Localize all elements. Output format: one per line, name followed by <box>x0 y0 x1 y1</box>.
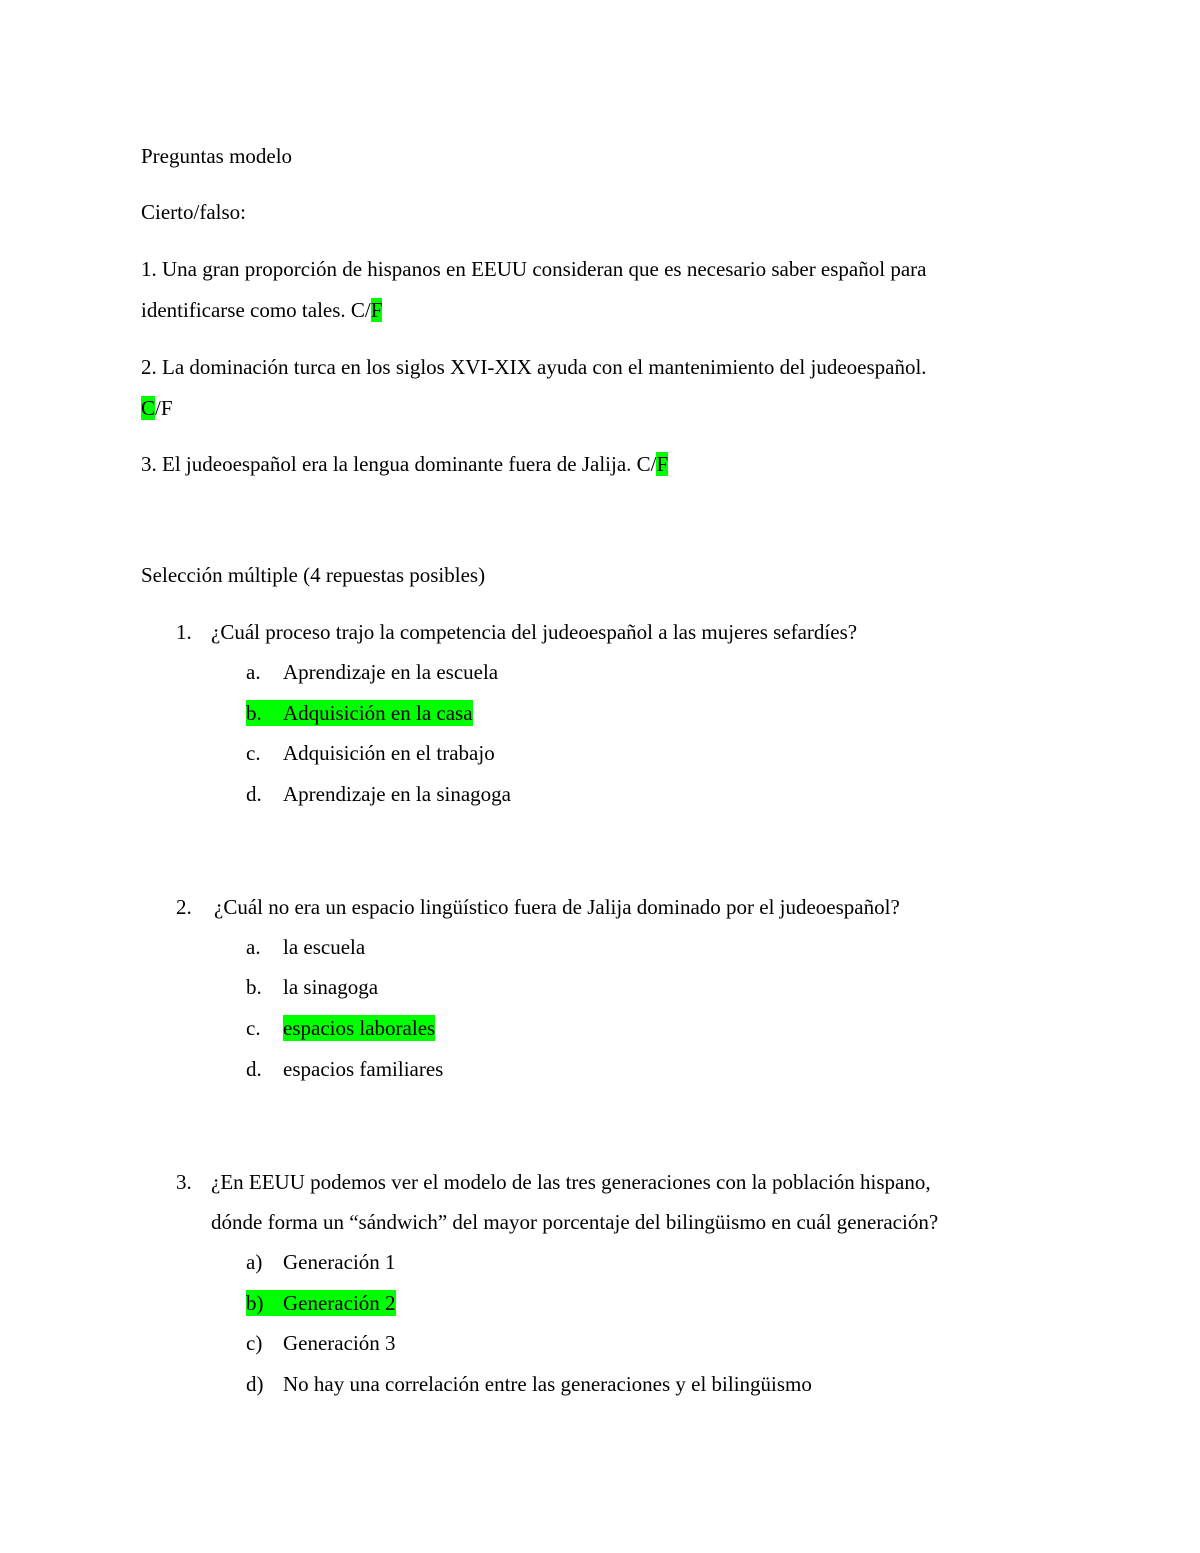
tf-question-3-line1 <box>141 451 668 477</box>
mc-heading: Selección múltiple (4 repuestas posibles) <box>141 563 486 587</box>
option-text: espacios familiares <box>283 1057 444 1081</box>
option-text: la sinagoga <box>283 975 379 999</box>
tf-heading: Cierto/falso: <box>141 200 246 224</box>
tf-answer-3-mark: F <box>656 452 669 476</box>
option-letter: d. <box>246 1057 262 1081</box>
mc-question-3-line1: ¿En EEUU podemos ver el modelo de las tres generaciones con la población hispano, <box>211 1170 931 1194</box>
tf-question-1-line1: 1. Una gran proporción de hispanos en EEUU consideran que es necesario saber español para <box>141 257 927 281</box>
mc-question-3-number: 3. <box>176 1170 192 1194</box>
mc-question-2-text: ¿Cuál no era un espacio lingüístico fuera de Jalija dominado por el judeoespañol? <box>214 895 900 919</box>
mc-question-2-number: 2. <box>176 895 192 919</box>
option-letter: c. <box>246 741 261 765</box>
tf-question-1-line2 <box>141 297 382 323</box>
mc-question-1-text: ¿Cuál proceso trajo la competencia del judeoespañol a las mujeres sefardíes? <box>211 620 858 644</box>
option-text: Generación 3 <box>283 1331 396 1355</box>
option-text: Generación 1 <box>283 1250 396 1274</box>
tf-question-2-line2 <box>141 395 173 421</box>
tf-answer-1-mark: F <box>370 298 383 322</box>
page-title: Preguntas modelo <box>141 144 293 168</box>
tf-question-2-rest: /F <box>155 396 173 420</box>
tf-question-1-text: identificarse como tales. C/ <box>141 298 371 322</box>
option-text: Adquisición en la casa <box>283 701 473 725</box>
mc-question-1-number: 1. <box>176 620 192 644</box>
option-text: espacios laborales <box>283 1016 436 1040</box>
option-letter: a. <box>246 660 261 684</box>
option-letter: c. <box>246 1016 261 1040</box>
option-letter: a) <box>246 1250 263 1274</box>
option-letter: c) <box>246 1331 263 1355</box>
tf-answer-2-mark: C <box>141 396 156 420</box>
option-letter: b) <box>246 1290 283 1316</box>
option-text: Adquisición en el trabajo <box>283 741 495 765</box>
option-text: No hay una correlación entre las generaciones y el bilingüismo <box>283 1372 812 1396</box>
mc-question-3-line2: dónde forma un “sándwich” del mayor porcentaje del bilingüismo en cuál generación? <box>211 1210 939 1234</box>
option-letter: a. <box>246 935 261 959</box>
option-text: la escuela <box>283 935 366 959</box>
tf-question-3-text: 3. El judeoespañol era la lengua dominante fuera de Jalija. C/ <box>141 452 657 476</box>
option-text: Aprendizaje en la sinagoga <box>283 782 511 806</box>
option-letter: b. <box>246 700 283 726</box>
option-letter: b. <box>246 975 262 999</box>
option-letter: d) <box>246 1372 264 1396</box>
option-text: Aprendizaje en la escuela <box>283 660 499 684</box>
option-letter: d. <box>246 782 262 806</box>
tf-question-2-line1: 2. La dominación turca en los siglos XVI-XIX ayuda con el mantenimiento del judeoespañol. <box>141 355 927 379</box>
option-text: Generación 2 <box>283 1291 396 1315</box>
